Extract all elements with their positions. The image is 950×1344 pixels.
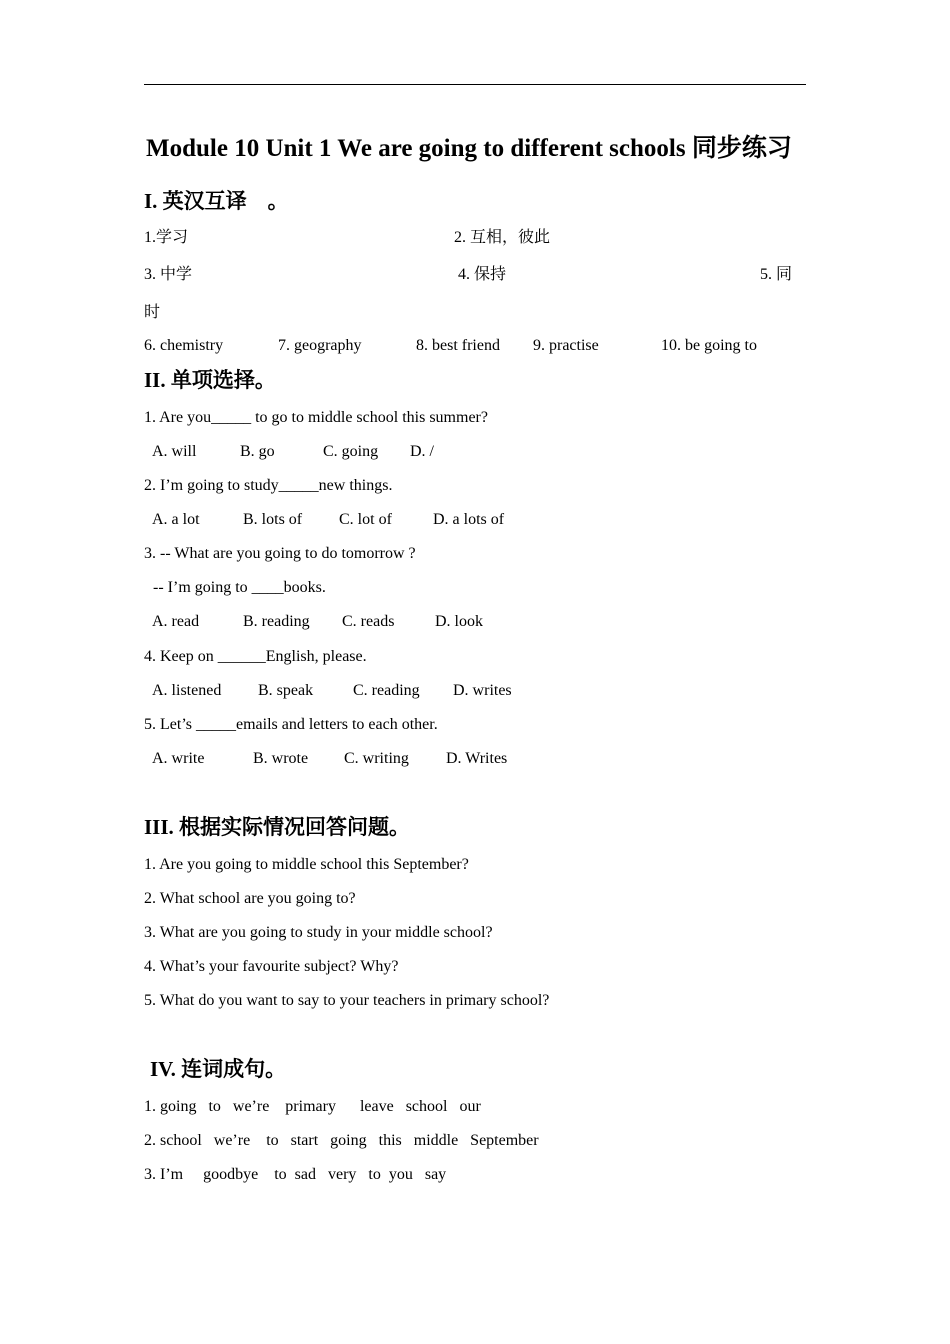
s1-item-5-cont: 时 xyxy=(144,304,161,321)
s2-q2-option-c: C. lot of xyxy=(339,511,392,528)
s2-q2-option-b: B. lots of xyxy=(243,511,303,528)
s1-item-8: 8. best friend xyxy=(416,337,500,354)
s2-q5-option-d: D. Writes xyxy=(446,750,508,767)
s2-question-2: 2. I’m going to study_____new things. xyxy=(144,477,393,494)
s2-q3-option-d: D. look xyxy=(435,613,483,630)
s1-item-1: 1.学习 xyxy=(144,229,189,246)
s3-question-5: 5. What do you want to say to your teachers in primary school? xyxy=(144,992,550,1009)
s3-question-1: 1. Are you going to middle school this September? xyxy=(144,856,469,873)
s2-question-3: 3. -- What are you going to do tomorrow ? xyxy=(144,545,416,562)
s2-q1-option-d: D. / xyxy=(410,443,434,460)
s2-q1-option-a: A. will xyxy=(152,443,197,460)
s2-q2-option-d: D. a lots of xyxy=(433,511,505,528)
s2-q5-option-a: A. write xyxy=(152,750,205,767)
s2-question-5: 5. Let’s _____emails and letters to each other. xyxy=(144,716,438,733)
s2-q2-option-a: A. a lot xyxy=(152,511,200,528)
s1-item-2: 2. 互相，彼此 xyxy=(454,229,551,246)
section1-heading: I. 英汉互译 。 xyxy=(144,189,289,213)
s2-q4-option-a: A. listened xyxy=(152,682,222,699)
s2-q3-option-c: C. reads xyxy=(342,613,395,630)
s1-item-4: 4. 保持 xyxy=(458,266,507,283)
s3-question-4: 4. What’s your favourite subject? Why? xyxy=(144,958,399,975)
s2-q4-option-c: C. reading xyxy=(353,682,420,699)
s1-item-9: 9. practise xyxy=(533,337,599,354)
s2-q4-option-d: D. writes xyxy=(453,682,512,699)
section2-heading: II. 单项选择。 xyxy=(144,368,276,392)
s1-item-7: 7. geography xyxy=(278,337,362,354)
s1-item-3: 3. 中学 xyxy=(144,266,193,283)
s1-item-6: 6. chemistry xyxy=(144,337,224,354)
s2-question-4: 4. Keep on ______English, please. xyxy=(144,648,367,665)
section4-heading: IV. 连词成句。 xyxy=(150,1057,287,1081)
s2-q3-option-b: B. reading xyxy=(243,613,310,630)
s4-item-1: 1. going to we’re primary leave school our xyxy=(144,1098,481,1115)
header-rule xyxy=(144,84,806,85)
s1-item-5: 5. 同 xyxy=(760,266,793,283)
s2-question-3-reply: -- I’m going to ____books. xyxy=(153,579,326,596)
s2-q3-option-a: A. read xyxy=(152,613,200,630)
s1-item-10: 10. be going to xyxy=(661,337,757,354)
s2-q5-option-b: B. wrote xyxy=(253,750,309,767)
s2-question-1: 1. Are you_____ to go to middle school this summer? xyxy=(144,409,488,426)
s2-q1-option-b: B. go xyxy=(240,443,275,460)
section3-heading: III. 根据实际情况回答问题。 xyxy=(144,815,411,839)
s3-question-2: 2. What school are you going to? xyxy=(144,890,356,907)
s2-q4-option-b: B. speak xyxy=(258,682,314,699)
s2-q5-option-c: C. writing xyxy=(344,750,409,767)
s4-item-3: 3. I’m goodbye to sad very to you say xyxy=(144,1166,447,1183)
document-title: Module 10 Unit 1 We are going to different schools 同步练习 xyxy=(146,135,792,162)
s2-q1-option-c: C. going xyxy=(323,443,379,460)
s3-question-3: 3. What are you going to study in your middle school? xyxy=(144,924,493,941)
s4-item-2: 2. school we’re to start going this middle September xyxy=(144,1132,539,1149)
